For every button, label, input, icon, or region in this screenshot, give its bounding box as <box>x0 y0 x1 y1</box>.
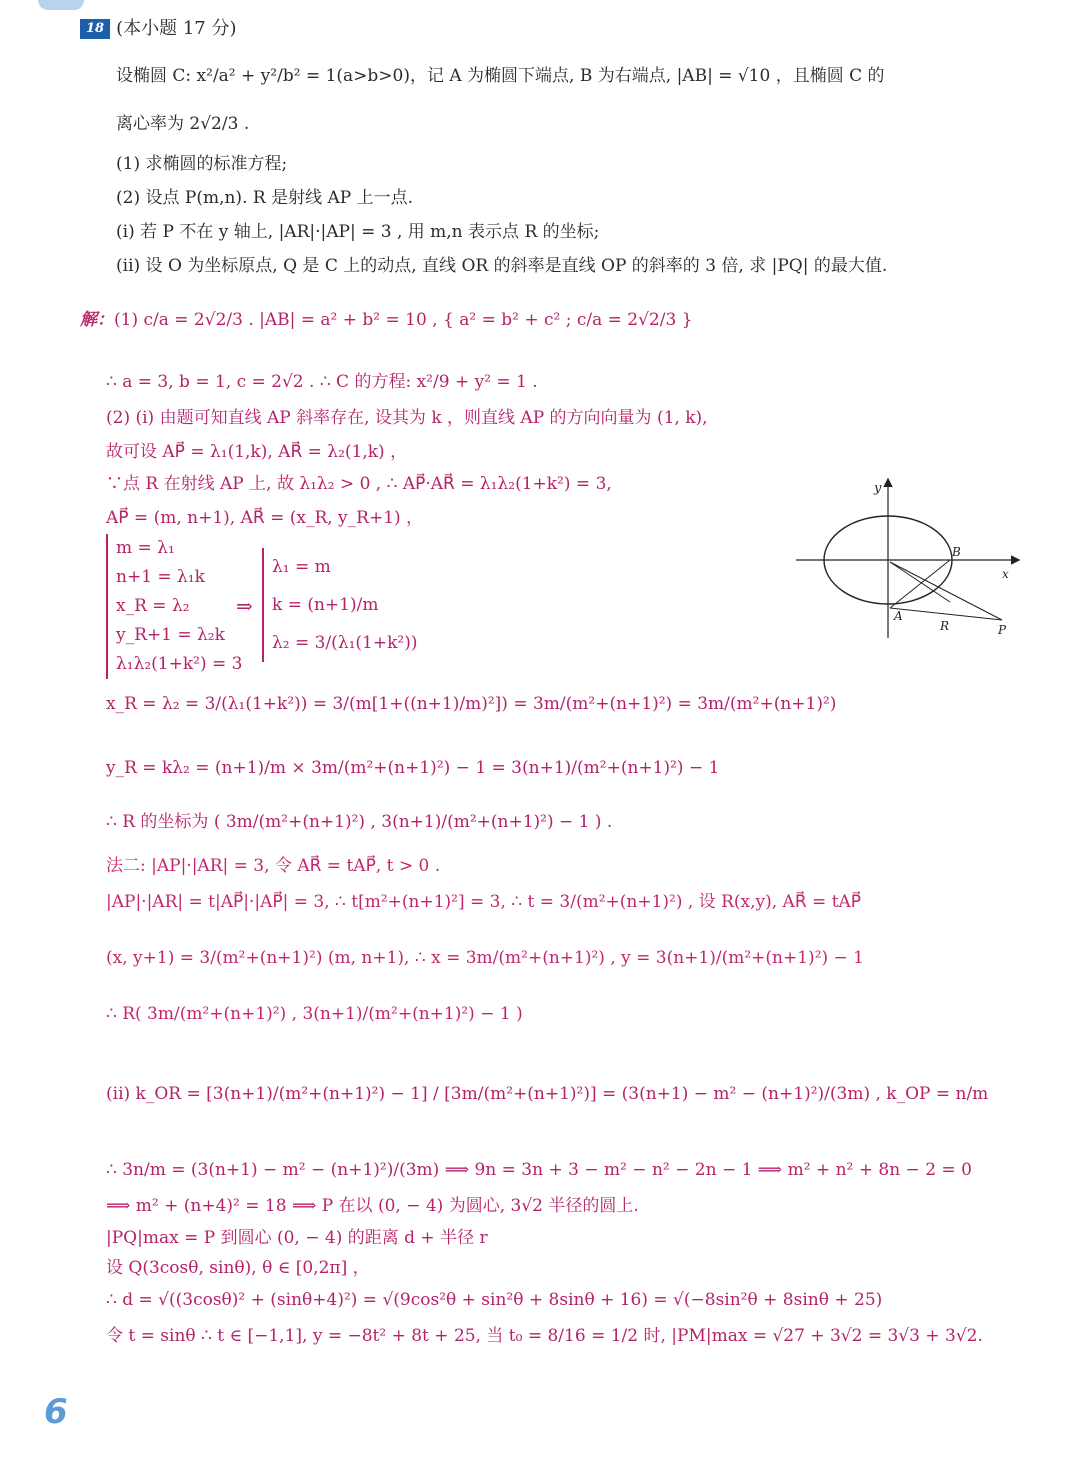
system2-eq-1: λ₁ = m <box>272 557 331 577</box>
solution-line-xr: x_R = λ₂ = 3/(λ₁(1+k²)) = 3/(m[1+((n+1)/m)²]) = 3m/(m²+(n+1)²) = 3m/(m²+(n+1)²) <box>106 694 837 714</box>
system1-eq-2: n+1 = λ₁k <box>116 567 205 587</box>
system1-eq-5: λ₁λ₂(1+k²) = 3 <box>116 654 243 674</box>
part-ii-line-7: 令 t = sinθ ∴ t ∈ [−1,1], y = −8t² + 8t + 25, 当 t₀ = 8/16 = 1/2 时, |PM|max = √27 + 3√2 = 3√3 + 3√2. <box>106 1326 983 1346</box>
question-2: (2) 设点 P(m,n). R 是射线 AP 上一点. <box>116 188 414 208</box>
implies-arrow: ⇒ <box>236 594 253 618</box>
system1-eq-1: m = λ₁ <box>116 538 175 558</box>
solution-line-5: ∵点 R 在射线 AP 上, 故 λ₁λ₂ > 0 , ∴ AP⃗·AR⃗ = λ₁λ₂(1+k²) = 3, <box>106 474 612 494</box>
segment-a-p-upper <box>890 562 1002 620</box>
question-1: (1) 求椭圆的标准方程; <box>116 154 288 174</box>
method2-line-1: 法二: |AP|·|AR| = 3, 令 AR⃗ = tAP⃗, t > 0 . <box>106 856 441 876</box>
solution-label: 解： <box>80 310 114 330</box>
corner-decoration <box>38 0 84 10</box>
y-axis-label: y <box>874 481 882 496</box>
system2-eq-3: λ₂ = 3/(λ₁(1+k²)) <box>272 633 418 653</box>
problem-stem-line1: 设椭圆 C: x²/a² + y²/b² = 1(a>b>0)，记 A 为椭圆下端点, B 为右端点, |AB| = √10 ，且椭圆 C 的 <box>116 66 885 86</box>
solution-line-r-coord: ∴ R 的坐标为 ( 3m/(m²+(n+1)²) , 3(n+1)/(m²+(n+1)²) − 1 ) . <box>106 812 613 832</box>
equation-system-1 <box>106 534 243 679</box>
point-a-label: A <box>894 609 903 623</box>
ellipse-figure <box>790 476 1030 656</box>
solution-line-6: AP⃗ = (m, n+1), AR⃗ = (x_R, y_R+1) ， <box>106 508 424 528</box>
system1-eq-3: x_R = λ₂ <box>116 596 190 616</box>
part-ii-line-5: 设 Q(3cosθ, sinθ), θ ∈ [0,2π] ， <box>106 1258 370 1278</box>
problem-header <box>80 18 237 41</box>
method2-line-2: |AP|·|AR| = t|AP⃗|·|AP⃗| = 3, ∴ t[m²+(n+1)²] = 3, ∴ t = 3/(m²+(n+1)²) , 设 R(x,y), AR⃗ = tAP⃗ <box>106 892 862 912</box>
equation-system-2 <box>262 548 417 662</box>
method2-line-4: ∴ R( 3m/(m²+(n+1)²) , 3(n+1)/(m²+(n+1)²) − 1 ) <box>106 1004 523 1024</box>
solution-line-4: 故可设 AP⃗ = λ₁(1,k), AR⃗ = λ₂(1,k) ， <box>106 442 408 462</box>
solution-l1-text: (1) c/a = 2√2/3 . |AB| = a² + b² = 10 , { a² = b² + c² ; c/a = 2√2/3 } <box>114 310 693 330</box>
ellipse-diagram <box>790 476 1030 656</box>
point-p-label: P <box>998 623 1007 637</box>
solution-line-1 <box>80 310 693 331</box>
solution-line-yr: y_R = kλ₂ = (n+1)/m × 3m/(m²+(n+1)²) − 1 = 3(n+1)/(m²+(n+1)²) − 1 <box>106 758 720 778</box>
part-ii-line-6: ∴ d = √((3cosθ)² + (sinθ+4)²) = √(9cos²θ + sin²θ + 8sinθ + 16) = √(−8sin²θ + 8sinθ + 25) <box>106 1290 883 1310</box>
x-axis-label: x <box>1002 567 1009 581</box>
question-2-ii: (ii) 设 O 为坐标原点, Q 是 C 上的动点, 直线 OR 的斜率是直线 OP 的斜率的 3 倍, 求 |PQ| 的最大值. <box>116 256 888 276</box>
point-r-label: R <box>940 619 950 633</box>
system1-eq-4: y_R+1 = λ₂k <box>116 625 225 645</box>
part-ii-line-2: ∴ 3n/m = (3(n+1) − m² − (n+1)²)/(3m) ⟹ 9n = 3n + 3 − m² − n² − 2n − 1 ⟹ m² + n² + 8n − 2 = 0 <box>106 1160 972 1180</box>
part-ii-line-3: ⟹ m² + (n+4)² = 18 ⟹ P 在以 (0, − 4) 为圆心, 3√2 半径的圆上. <box>106 1196 639 1216</box>
method2-line-3: (x, y+1) = 3/(m²+(n+1)²) (m, n+1), ∴ x = 3m/(m²+(n+1)²) , y = 3(n+1)/(m²+(n+1)²) − 1 <box>106 948 865 968</box>
question-2-i: (i) 若 P 不在 y 轴上, |AR|·|AP| = 3 , 用 m,n 表示点 R 的坐标; <box>116 222 600 242</box>
part-ii-line-4: |PQ|max = P 到圆心 (0, − 4) 的距离 d + 半径 r <box>106 1228 488 1248</box>
page-number: 6 <box>44 1392 68 1432</box>
part-ii-line-1: (ii) k_OR = [3(n+1)/(m²+(n+1)²) − 1] / [3m/(m²+(n+1)²)] = (3(n+1) − m² − (n+1)²)/(3m) , k_OP = n/m <box>106 1084 989 1104</box>
system2-eq-2: k = (n+1)/m <box>272 595 379 615</box>
point-b-label: B <box>952 545 961 559</box>
problem-score: (本小题 17 分) <box>116 18 237 39</box>
problem-stem-line2: 离心率为 2√2/3 . <box>116 114 250 134</box>
solution-line-3: (2) (i) 由题可知直线 AP 斜率存在, 设其为 k ，则直线 AP 的方向向量为 (1, k), <box>106 408 708 428</box>
solution-line-2: ∴ a = 3, b = 1, c = 2√2 . ∴ C 的方程: x²/9 + y² = 1 . <box>106 372 538 392</box>
segment-a-r <box>890 562 950 602</box>
problem-number-badge: 18 <box>80 19 110 39</box>
